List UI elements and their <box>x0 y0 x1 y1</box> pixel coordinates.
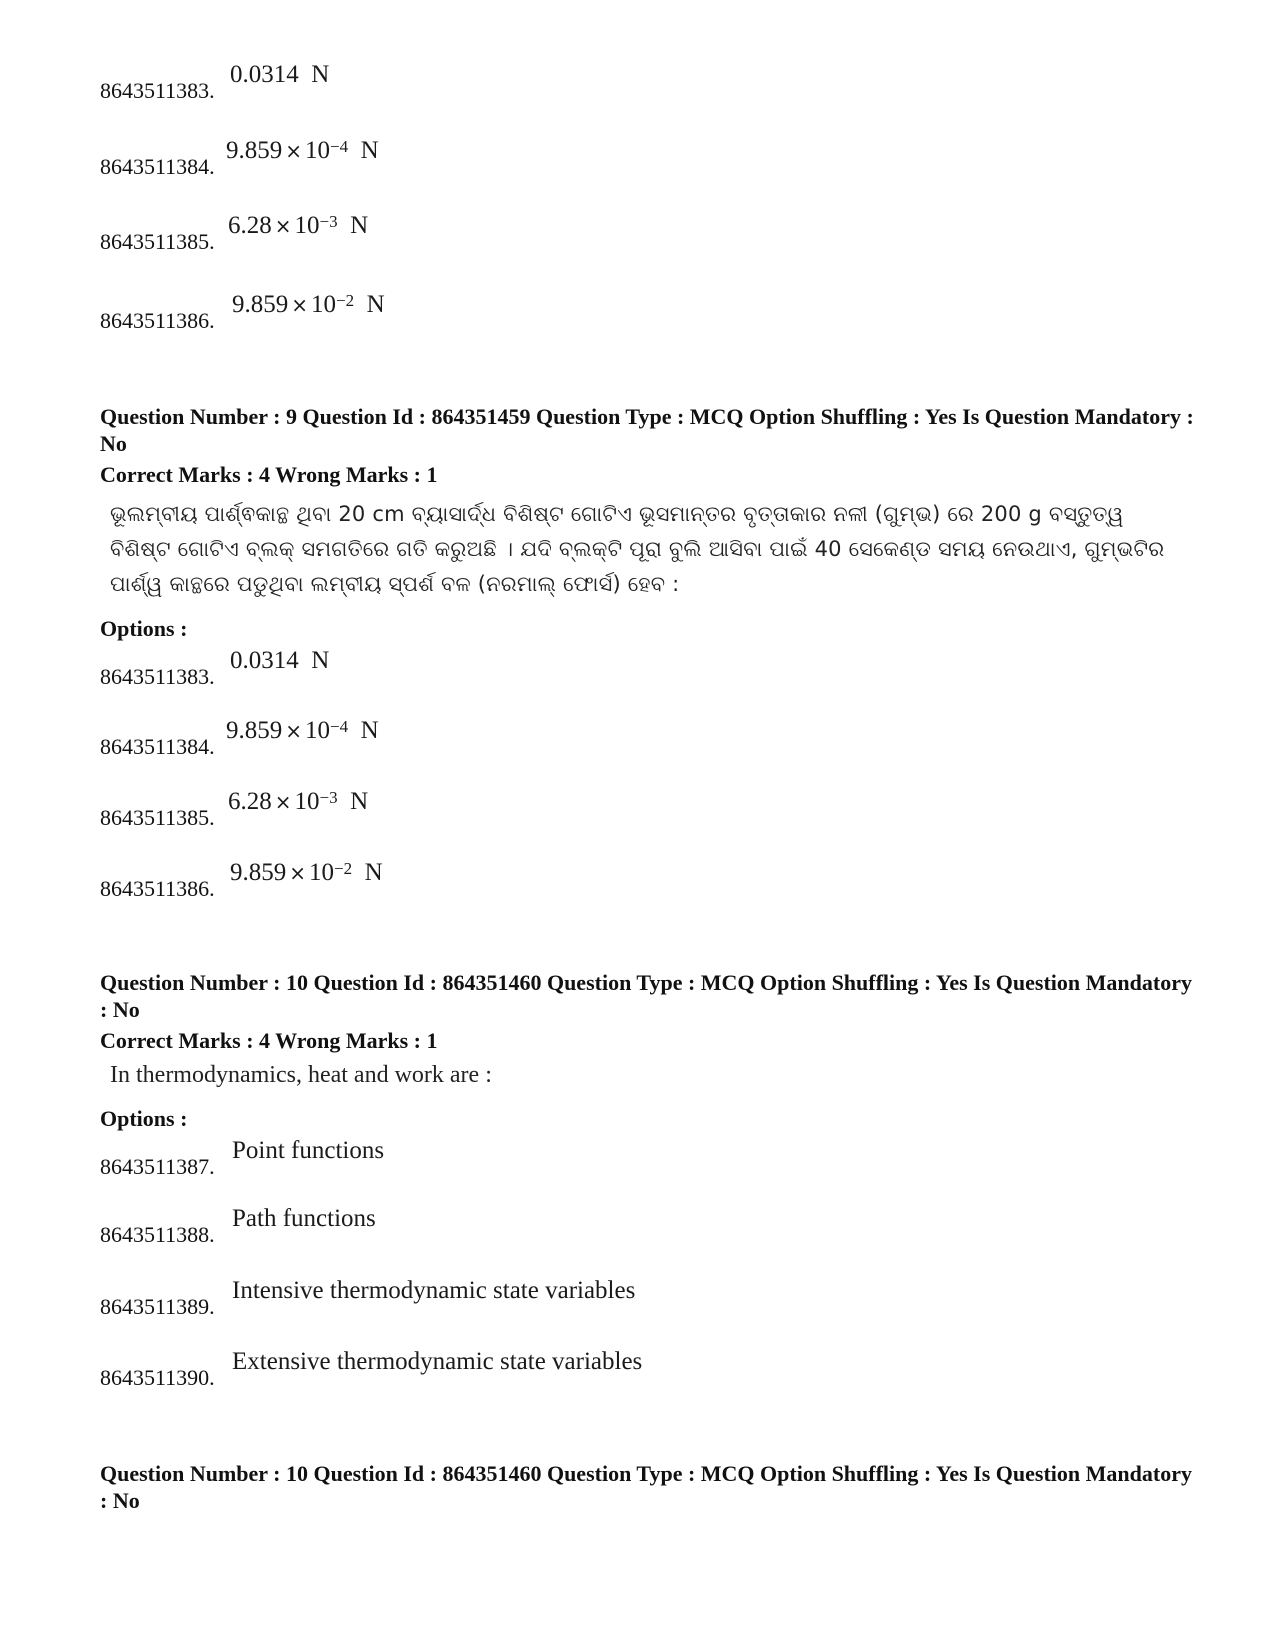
option-value: $9.859 \times 10^{-4}$ N <box>226 137 379 164</box>
question-9-option-2[interactable] <box>100 718 1200 758</box>
option-value: Intensive thermodynamic state variables <box>232 1277 636 1304</box>
option-value: $9.859 \times 10^{-2}$ N <box>232 291 385 318</box>
question-9-text: ଭୂଲମ୍ବୀୟ ପାର୍ଶ୍ଵକାନ୍ଥ ଥିବା 20 cm ବ୍ୟାସାର୍ଦ୍ଧ ବିଶିଷ୍ଟ ଗୋଟିଏ ଭୂସମାନ୍ତର ବୃତ୍ତାକାର ନଳୀ (ଗୁମ୍ଭ) ରେ 200 g ବସ୍ତୁତ୍ୱ ବିଶିଷ୍ଟ ଗୋଟିଏ ବ୍ଲକ୍ ସମଗତିରେ ଗତି କରୁଅଛି । ଯଦି ବ୍ଲକ୍‌ଟି ପୂରା ବୁଲି ଆସିବା ପାଇଁ 40 ସେକେଣ୍ଡ ସମୟ ନେଉଥାଏ, ଗୁମ୍ଭଟିର ପାର୍ଶ୍ୱ କାନ୍ଥରେ ପଡୁଥିବା ଲମ୍ବୀୟ ସ୍ପର୍ଶ ବଳ (ନରମାଲ୍ ଫୋର୍ସ) ହେବ : <box>110 502 1165 596</box>
option-value: $9.859 \times 10^{-2}$ N <box>230 859 383 886</box>
option-value: Extensive thermodynamic state variables <box>232 1348 643 1375</box>
question-9-header: Question Number : 9 Question Id : 864351459 Question Type : MCQ Option Shuffling : Yes Is Question Mandatory : No <box>100 404 1194 456</box>
question-10-marks: Correct Marks : 4 Wrong Marks : 1 <box>100 1028 438 1053</box>
option-id: 8643511385. <box>100 229 215 254</box>
prev-option-4 <box>100 292 1200 332</box>
option-value: 0.0314 N <box>230 647 330 674</box>
question-10-option-2[interactable] <box>100 1206 1200 1246</box>
question-9-option-1[interactable] <box>100 648 1200 688</box>
question-9-option-3[interactable] <box>100 789 1200 829</box>
option-id: 8643511386. <box>100 876 215 901</box>
option-id: 8643511390. <box>100 1365 215 1390</box>
option-value: Path functions <box>232 1205 376 1232</box>
question-10-options-label: Options : <box>100 1106 188 1131</box>
question-10-option-1[interactable] <box>100 1138 1200 1178</box>
option-id: 8643511388. <box>100 1222 215 1247</box>
question-9-options-label: Options : <box>100 616 188 641</box>
question-10-repeat-header: Question Number : 10 Question Id : 864351460 Question Type : MCQ Option Shuffling : Yes Is Question Mandatory : No <box>100 1461 1192 1513</box>
option-id: 8643511385. <box>100 805 215 830</box>
option-value: 0.0314 N <box>230 61 330 88</box>
option-value: Point functions <box>232 1137 385 1164</box>
prev-option-2 <box>100 138 1200 178</box>
option-id: 8643511384. <box>100 734 215 759</box>
prev-option-3 <box>100 213 1200 253</box>
prev-option-1 <box>100 62 1200 102</box>
option-id: 8643511387. <box>100 1154 215 1179</box>
option-id: 8643511383. <box>100 664 215 689</box>
option-value: $9.859 \times 10^{-4}$ N <box>226 717 379 744</box>
question-10-header: Question Number : 10 Question Id : 864351460 Question Type : MCQ Option Shuffling : Yes Is Question Mandatory : No <box>100 970 1192 1022</box>
question-9-marks: Correct Marks : 4 Wrong Marks : 1 <box>100 462 438 487</box>
option-value: $6.28 \times 10^{-3}$ N <box>228 212 369 239</box>
option-id: 8643511386. <box>100 308 215 333</box>
option-id: 8643511389. <box>100 1294 215 1319</box>
option-id: 8643511383. <box>100 78 215 103</box>
question-9-option-4[interactable] <box>100 860 1200 900</box>
question-10-option-4[interactable] <box>100 1349 1200 1389</box>
question-10-option-3[interactable] <box>100 1278 1200 1318</box>
question-10-text: In thermodynamics, heat and work are : <box>110 1062 492 1088</box>
option-value: $6.28 \times 10^{-3}$ N <box>228 788 369 815</box>
option-id: 8643511384. <box>100 154 215 179</box>
